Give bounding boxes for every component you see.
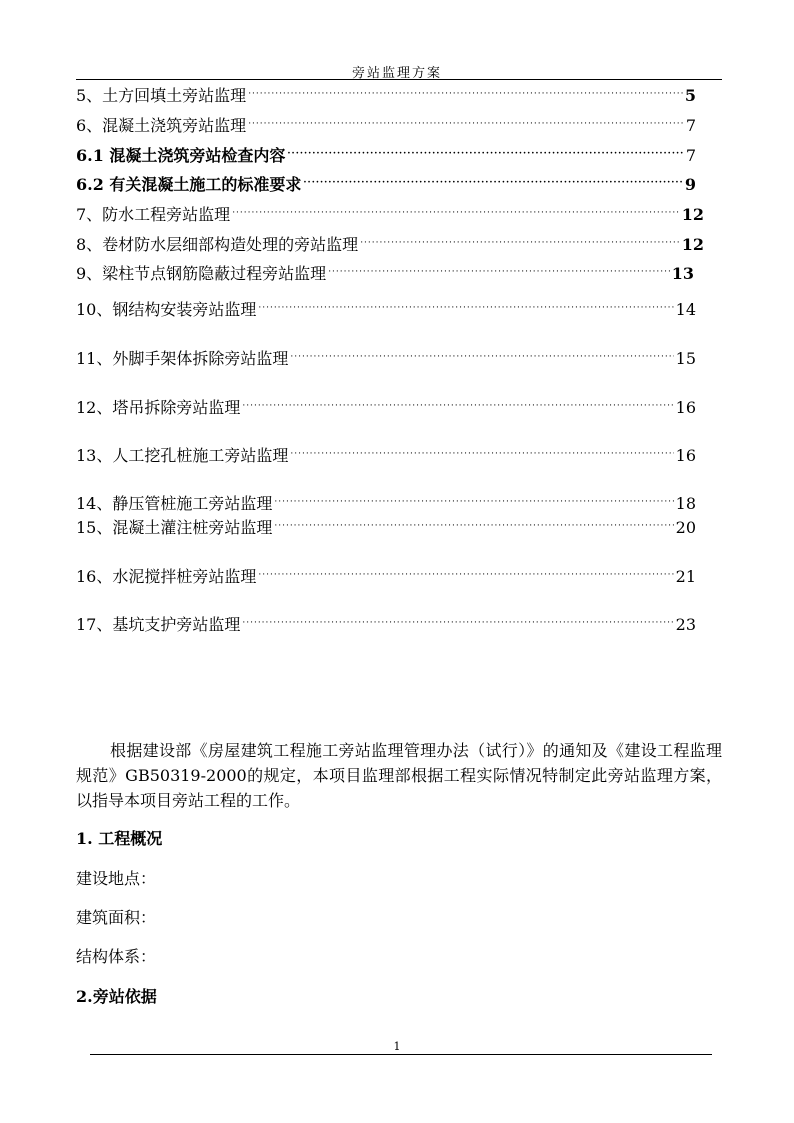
toc-row[interactable]: [76, 515, 696, 537]
toc-leader: [328, 267, 670, 277]
toc-leader: [274, 497, 673, 507]
toc-row[interactable]: [76, 113, 696, 135]
footer-rule: [90, 1054, 712, 1055]
toc-page: 13: [671, 264, 694, 283]
toc-title: 14、静压管桩施工旁站监理: [76, 494, 273, 513]
toc-title: 13、人工挖孔桩施工旁站监理: [76, 446, 289, 465]
toc-title: 12、塔吊拆除旁站监理: [76, 398, 241, 417]
section-heading-overview: 1. 工程概况: [76, 829, 163, 848]
toc-row[interactable]: [76, 443, 696, 465]
section-heading-basis: 2.旁站依据: [76, 987, 157, 1006]
toc-row[interactable]: [76, 261, 694, 283]
toc-row[interactable]: [76, 564, 696, 586]
field-label-location: 建设地点：: [76, 869, 157, 888]
toc-leader: [290, 352, 673, 362]
toc-title: 7、防水工程旁站监理: [76, 205, 231, 224]
toc-page: 7: [685, 116, 696, 135]
toc-row[interactable]: [76, 232, 704, 254]
toc-leader: [242, 618, 673, 628]
toc-row[interactable]: [76, 143, 696, 165]
toc-leader: [290, 449, 673, 459]
toc-title: 10、钢结构安装旁站监理: [76, 300, 257, 319]
toc-row[interactable]: [76, 612, 696, 634]
toc-title: 6.2 有关混凝土施工的标准要求: [76, 175, 302, 194]
toc-row[interactable]: [76, 491, 696, 513]
toc-leader: [232, 208, 680, 218]
toc-leader: [287, 149, 683, 159]
toc-leader: [258, 570, 673, 580]
toc-leader: [242, 401, 673, 411]
toc-leader: [303, 178, 682, 188]
toc-title: 16、水泥搅拌桩旁站监理: [76, 567, 257, 586]
toc-page: 15: [675, 349, 696, 368]
field-label-area: 建筑面积：: [76, 908, 157, 927]
toc-title: 8、卷材防水层细部构造处理的旁站监理: [76, 235, 359, 254]
toc-title: 5、土方回填土旁站监理: [76, 86, 247, 105]
toc-row[interactable]: [76, 297, 696, 319]
toc-leader: [274, 521, 673, 531]
toc-leader: [258, 303, 673, 313]
toc-title: 6.1 混凝土浇筑旁站检查内容: [76, 146, 286, 165]
toc-title: 9、梁柱节点钢筋隐蔽过程旁站监理: [76, 264, 327, 283]
toc-page: 14: [675, 300, 696, 319]
toc-leader: [248, 119, 684, 129]
toc-page: 18: [675, 494, 696, 513]
toc-row[interactable]: [76, 83, 696, 105]
field-label-structure: 结构体系：: [76, 947, 157, 966]
page-header: 旁站监理方案: [351, 66, 442, 81]
toc-page: 16: [675, 446, 696, 465]
toc-title: 6、混凝土浇筑旁站监理: [76, 116, 247, 135]
toc-title: 15、混凝土灌注桩旁站监理: [76, 518, 273, 537]
toc-leader: [360, 238, 680, 248]
header-rule: [76, 79, 722, 80]
toc-row[interactable]: [76, 395, 696, 417]
toc-title: 11、外脚手架体拆除旁站监理: [76, 349, 289, 368]
toc-page: 20: [675, 518, 696, 537]
toc-row[interactable]: [76, 202, 704, 224]
toc-leader: [248, 89, 683, 99]
toc-page: 5: [684, 86, 696, 105]
intro-paragraph: 根据建设部《房屋建筑工程施工旁站监理管理办法（试行）》的通知及《建设工程监理规范》GB50319-2000的规定，本项目监理部根据工程实际情况特制定此旁站监理方案，以指导本项目旁站工程的工作。: [76, 741, 722, 810]
toc-page: 12: [681, 235, 704, 254]
toc-row[interactable]: [76, 346, 696, 368]
toc-row[interactable]: [76, 172, 696, 194]
footer-page-number: 1: [393, 1040, 401, 1053]
toc-page: 21: [675, 567, 696, 586]
toc-page: 9: [684, 175, 696, 194]
toc-page: 7: [685, 146, 696, 165]
toc-page: 16: [675, 398, 696, 417]
toc-page: 23: [675, 615, 696, 634]
toc-page: 12: [681, 205, 704, 224]
toc-title: 17、基坑支护旁站监理: [76, 615, 241, 634]
